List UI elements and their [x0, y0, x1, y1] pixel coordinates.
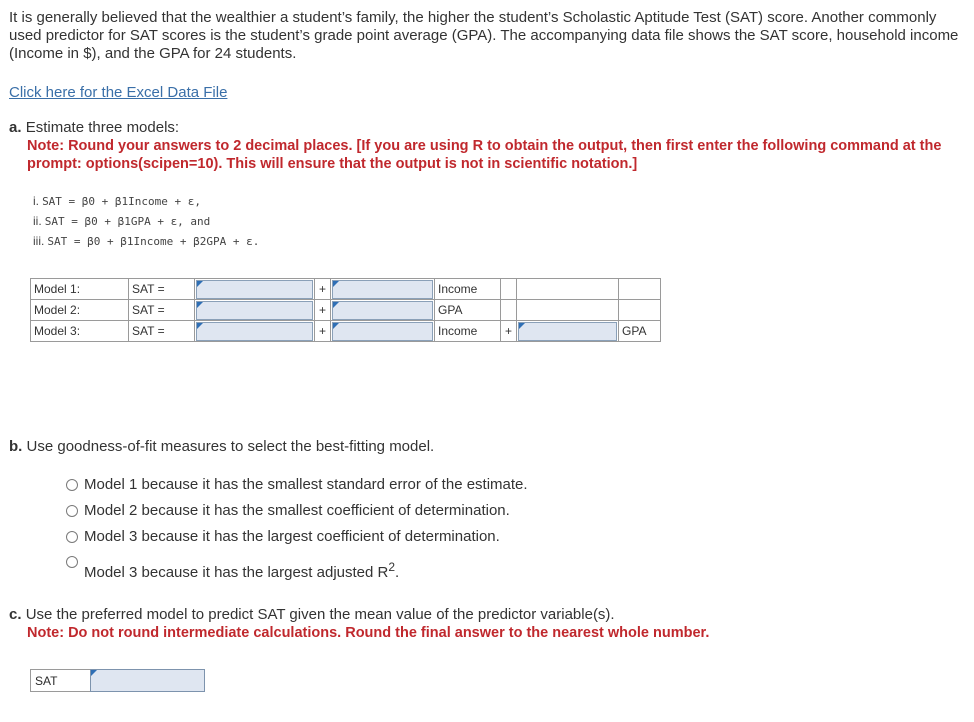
excel-data-link[interactable]: Click here for the Excel Data File [9, 84, 228, 101]
model-2-empty-var [619, 300, 661, 321]
model-1-sat: SAT = [129, 279, 195, 300]
equation-2-text: SAT = β0 + β1GPA + ε, and [44, 215, 211, 228]
model-2-empty-plus [501, 300, 517, 321]
option-2-label: Model 2 because it has the smallest coefficient of determination. [84, 502, 510, 519]
part-c-question: Use the preferred model to predict SAT given the mean value of the predictor variable(s). [25, 606, 615, 623]
part-a-letter: a. [9, 119, 22, 136]
model-1-plus: + [315, 279, 331, 300]
sat-answer-row [30, 669, 205, 692]
sat-answer-label: SAT [30, 669, 90, 692]
models-table [30, 278, 661, 342]
part-a-heading [9, 119, 179, 136]
model-3-gpa-coef-input[interactable] [518, 322, 617, 341]
option-1-radio[interactable] [66, 479, 78, 491]
option-2-radio[interactable] [66, 505, 78, 517]
part-c-note: Note: Do not round intermediate calculations. Round the final answer to the nearest whole number. [27, 625, 710, 641]
model-3-var2: GPA [619, 321, 661, 342]
equation-2-number: ii. [33, 214, 42, 228]
model-2-empty-input [517, 300, 619, 321]
part-c-heading [9, 606, 615, 623]
option-1[interactable] [66, 476, 528, 493]
option-4-superscript: 2 [388, 560, 396, 574]
model-2-row [31, 300, 661, 321]
equation-3-number: iii. [33, 234, 45, 248]
sat-answer-input[interactable] [90, 669, 205, 692]
model-1-empty-input [517, 279, 619, 300]
equation-2 [33, 214, 210, 228]
option-3-radio[interactable] [66, 531, 78, 543]
option-4-text: Model 3 because it has the largest adjusted R [84, 564, 389, 581]
model-1-empty-plus [501, 279, 517, 300]
model-2-intercept-input[interactable] [196, 301, 313, 320]
model-3-income-coef-input[interactable] [332, 322, 433, 341]
model-2-plus: + [315, 300, 331, 321]
model-3-plus: + [315, 321, 331, 342]
option-2[interactable] [66, 502, 510, 519]
model-1-empty-var [619, 279, 661, 300]
equation-3 [33, 234, 259, 248]
option-4-label [84, 554, 399, 581]
part-a-question: Estimate three models: [25, 119, 180, 136]
option-1-label: Model 1 because it has the smallest standard error of the estimate. [84, 476, 528, 493]
option-4-radio[interactable] [66, 556, 78, 568]
model-2-var: GPA [435, 300, 501, 321]
option-4[interactable] [66, 554, 399, 581]
model-2-sat: SAT = [129, 300, 195, 321]
model-1-row [31, 279, 661, 300]
equation-1 [33, 194, 201, 208]
part-b-heading [9, 438, 434, 455]
model-3-intercept-input[interactable] [196, 322, 313, 341]
part-b-question: Use goodness-of-fit measures to select the best-fitting model. [26, 438, 435, 455]
equation-1-number: i. [33, 194, 39, 208]
part-a-note: Note: Round your answers to 2 decimal places. [If you are using R to obtain the output, then first enter the following command at the prompt: options(scipen=10). This will ensure that the output is not in scientific notation.] [27, 138, 942, 172]
model-3-row [31, 321, 661, 342]
model-1-label: Model 1: [31, 279, 129, 300]
option-4-end: . [395, 564, 400, 581]
part-c-letter: c. [9, 606, 22, 623]
model-3-label: Model 3: [31, 321, 129, 342]
model-3-sat: SAT = [129, 321, 195, 342]
equation-3-text: SAT = β0 + β1Income + β2GPA + ε. [47, 235, 260, 248]
model-3-plus2: + [501, 321, 517, 342]
option-3-label: Model 3 because it has the largest coefficient of determination. [84, 528, 500, 545]
intro-paragraph: It is generally believed that the wealthier a student’s family, the higher the student’s Scholastic Aptitude Test (SAT) score. Another commonly used predictor for SAT scores is the student’s grade point average (GPA). The accompanying data file shows the SAT score, household income (Income in $), and the GPA for 24 students. [9, 9, 959, 62]
model-3-var1: Income [435, 321, 501, 342]
model-1-var: Income [435, 279, 501, 300]
equation-1-text: SAT = β0 + β1Income + ε, [42, 195, 202, 208]
model-1-income-coef-input[interactable] [332, 280, 433, 299]
model-2-gpa-coef-input[interactable] [332, 301, 433, 320]
part-b-letter: b. [9, 438, 23, 455]
option-3[interactable] [66, 528, 500, 545]
model-1-intercept-input[interactable] [196, 280, 313, 299]
model-2-label: Model 2: [31, 300, 129, 321]
